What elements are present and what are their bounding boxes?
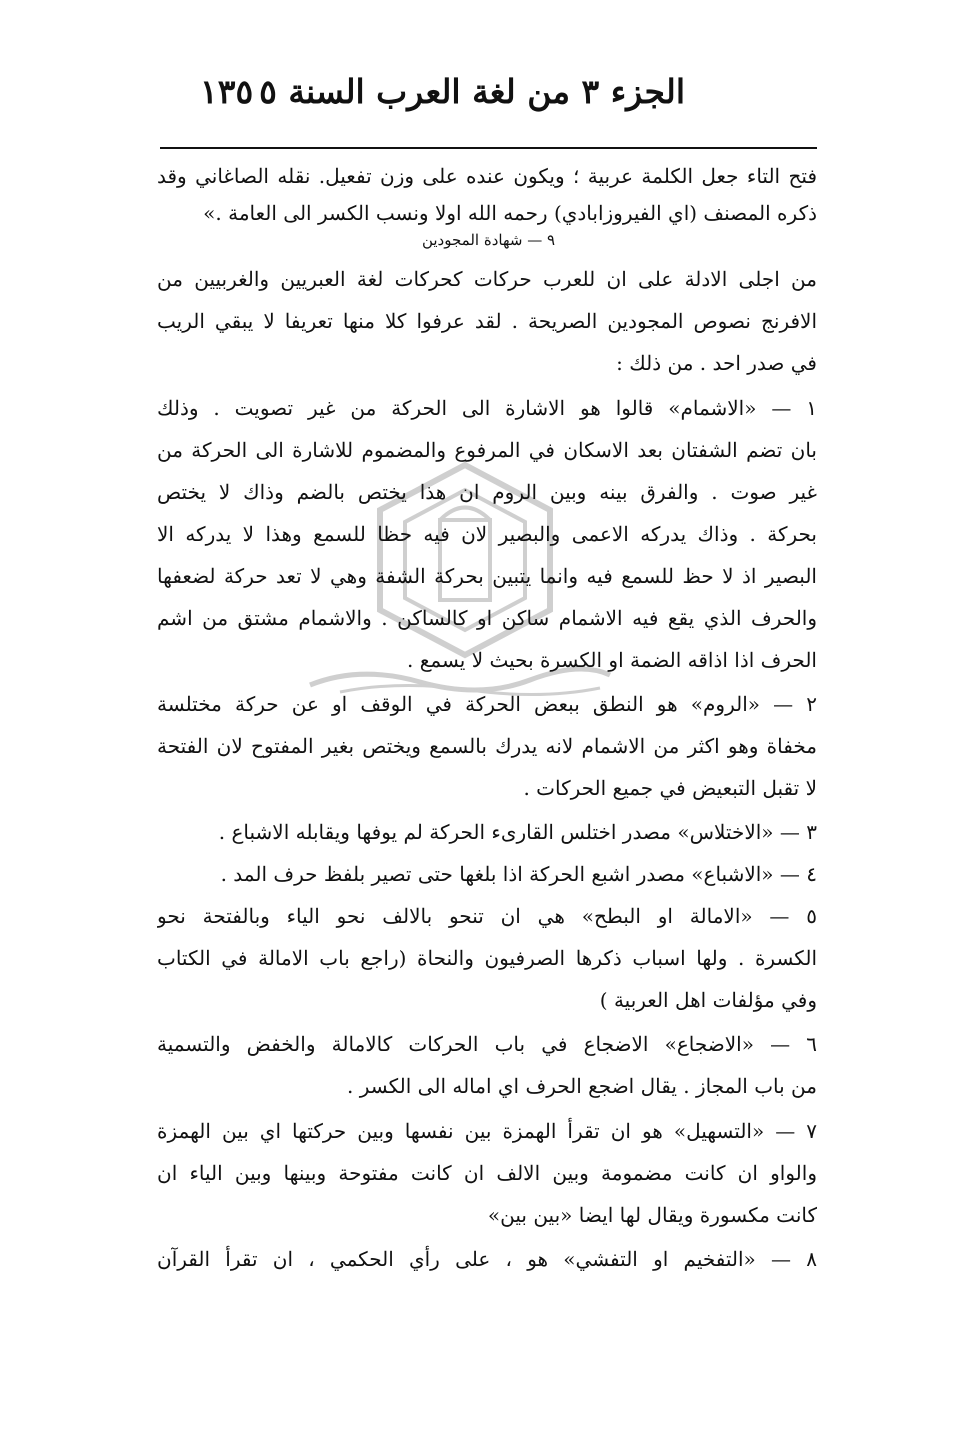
text-line: لا تقبل التبعيض في جميع الحركات . xyxy=(523,776,817,800)
text-line: ٣ — «الاختلاس» مصدر اختلس القارىء الحركة لم يوفها ويقابله الاشباع . xyxy=(218,820,817,844)
page-number: ١٣٥ xyxy=(200,72,254,111)
page-header xyxy=(200,72,685,122)
text-line: ٦ — «الاضجاع» الاضجاع في باب الحركات كالامالة والخفض والتسمية xyxy=(157,1032,817,1056)
text-line: كانت مكسورة ويقال لها ايضا «بين بين» xyxy=(487,1203,817,1227)
text-line: ٥ — «الامالة او البطح» هي ان تنحو بالالف نحو الياء وبالفتحة نحو xyxy=(157,904,817,928)
text-line: في صدر احد . من ذلك : xyxy=(616,351,817,375)
section-title: ٩ — شهادة المجودين xyxy=(421,231,556,249)
text-line: بان تضم الشفتان بعد الاسكان في المرفوع والمضموم للاشارة الى الحركة من xyxy=(157,438,817,462)
text-line: ٢ — «الروم» هو النطق ببعض الحركة في الوقف او عن حركة مختلسة xyxy=(157,692,817,716)
text-line: البصير اذ لا حظ للسمع فيه وانما يتبين بحركة الشفة وهي لا تعد حركة لضعفها xyxy=(157,564,817,588)
text-line: ذكره المصنف (اي الفيروزابادي) رحمه الله اولا ونسب الكسر الى العامة .» xyxy=(203,201,817,225)
text-line: غير صوت . والفرق بينه وبين الروم ان هذا يختص بالضم وذاك لا يختص xyxy=(157,480,817,504)
text-line: مخفاة وهو اكثر من الاشمام لانه يدرك بالسمع ويختص بغير المفتوح لان الفتحة xyxy=(157,734,817,758)
text-line: الكسرة . ولها اسباب ذكرها الصرفيون والنحاة (راجع باب الامالة في الكتاب xyxy=(157,946,817,970)
text-line: وفي مؤلفات اهل العربية ) xyxy=(599,988,817,1012)
text-line: الافرنج نصوص المجودين الصريحة . لقد عرفوا كلا منها تعريفا لا يبقي الريب xyxy=(157,309,817,333)
header-rule xyxy=(160,147,817,149)
text-line: ٧ — «التسهيل» هو ان تقرأ الهمزة بين نفسها وبين حركتها اي بين الهمزة xyxy=(157,1119,817,1143)
text-line: ١ — «الاشمام» قالوا هو الاشارة الى الحركة من غير تصويت . وذلك xyxy=(157,396,817,420)
text-line: بحركة . وذاك يدركه الاعمى والبصير لان فيه حظا للسمع وهذا لا يدركه الا xyxy=(157,522,817,546)
text-line: الحرف اذا اذاقه الضمة او الكسرة بحيث لا يسمع . xyxy=(407,648,817,672)
text-line: فتح التاء جعل الكلمة عربية ؛ ويكون عنده على وزن تفعيل. نقله الصاغاني وقد xyxy=(157,164,817,188)
running-head: الجزء ٣ من لغة العرب السنة ٥ xyxy=(259,72,685,111)
text-line: ٤ — «الاشباع» مصدر اشبع الحركة اذا بلغها حتى تصير بلفظ حرف المد . xyxy=(220,862,817,886)
text-line: ٨ — «التفخيم او التفشي» هو ، على رأي الحكمي ، ان تقرأ القرآن xyxy=(157,1247,817,1271)
text-line: من اجلى الادلة على ان للعرب حركات كحركات لغة العبريين والغربيين من xyxy=(157,267,817,291)
text-line: والواو ان كانت مضمومة وبين الالف ان كانت مفتوحة وبينها وبين الياء ان xyxy=(157,1161,817,1185)
text-line: من باب المجاز . يقال اضجع الحرف اي اماله الى الكسر . xyxy=(347,1074,817,1098)
text-line: والحرف الذي يقع فيه الاشمام ساكن او كالساكن . والاشمام مشتق من اشم xyxy=(157,606,817,630)
